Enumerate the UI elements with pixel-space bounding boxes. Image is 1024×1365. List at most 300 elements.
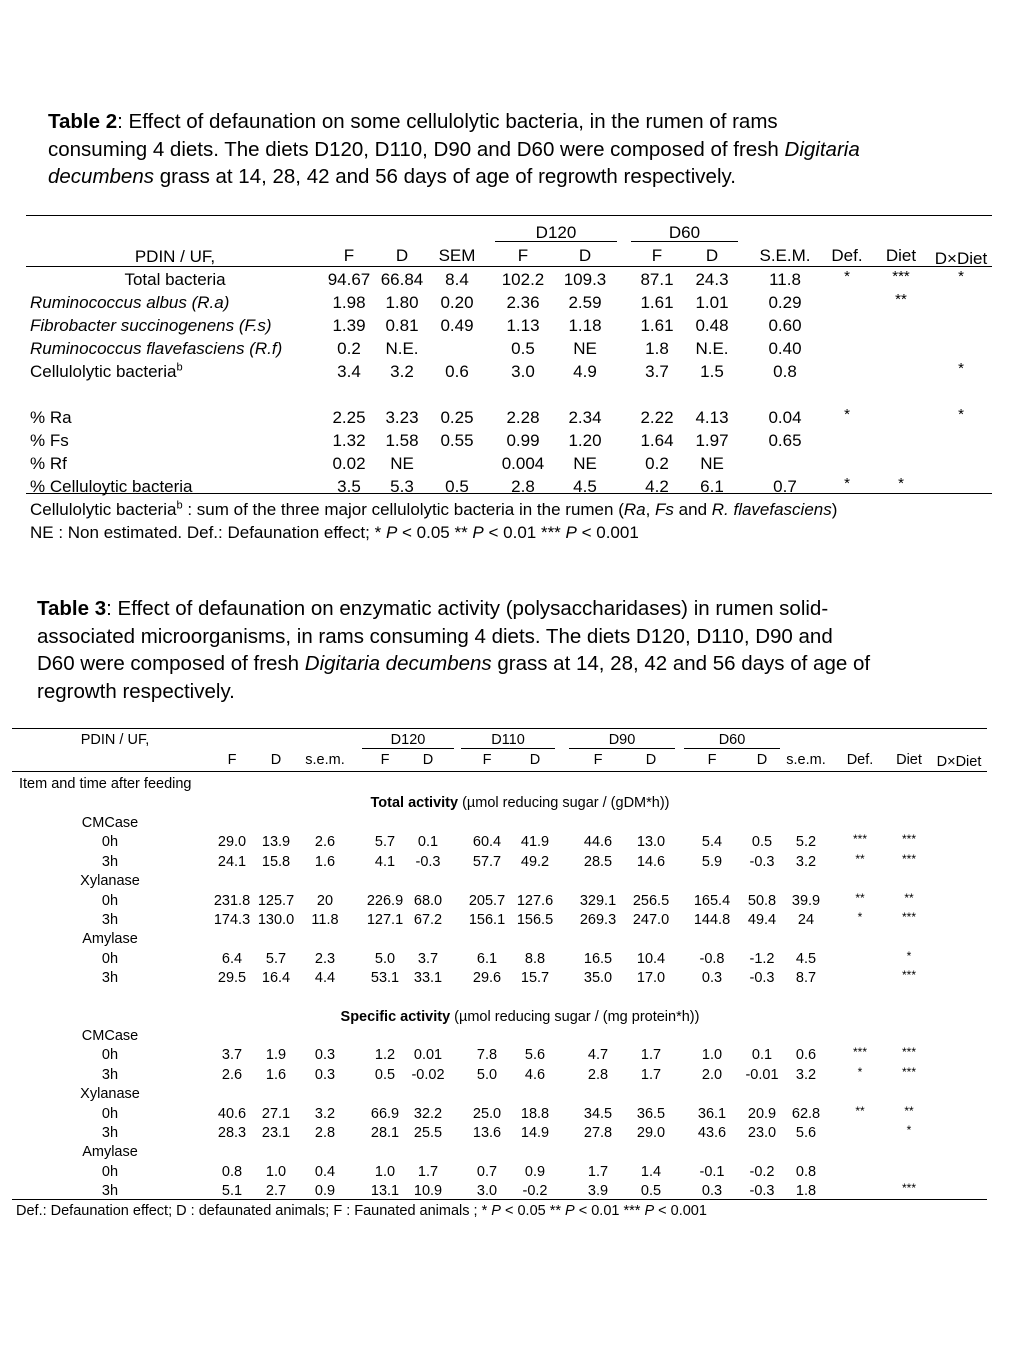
table3-group-header-d120: D120 <box>390 732 426 748</box>
table-cell: 2.36 <box>506 293 540 312</box>
table-cell: 36.5 <box>636 1105 666 1122</box>
table3-label: Table 3 <box>37 597 107 620</box>
table-cell: 23.1 <box>261 1125 291 1141</box>
table-cell: 3.2 <box>390 362 414 381</box>
table2-column-header: Diet <box>885 246 917 265</box>
table-cell: 0.25 <box>440 408 474 427</box>
table-cell: 1.61 <box>640 316 674 335</box>
table-cell: 0.3 <box>701 1183 723 1200</box>
table3-section-specific-title: Specific activity (µmol reducing sugar / (mg protein*h)) <box>340 1009 700 1025</box>
table2-column-header: F <box>517 246 529 265</box>
table-cell: 1.64 <box>640 431 674 450</box>
table-cell: 0.55 <box>440 431 474 450</box>
table-cell: 2.6 <box>221 1066 243 1083</box>
table2-caption-line1: : Effect of defaunation on some cellulolytic bacteria, in the rumen of rams <box>117 110 778 133</box>
table3-caption <box>37 595 997 705</box>
table-cell: 4.7 <box>587 1047 609 1064</box>
table-cell: 0.5 <box>751 834 773 851</box>
table-cell: 7.8 <box>476 1047 498 1064</box>
table-cell: 62.8 <box>791 1105 821 1122</box>
table-cell: 1.8 <box>795 1183 817 1200</box>
table2-label: Table 2 <box>48 110 118 133</box>
table-cell: NE <box>700 454 724 473</box>
table-cell: 2.8 <box>587 1066 609 1083</box>
table-cell: 29.0 <box>636 1125 666 1141</box>
table-cell: 27.1 <box>261 1105 291 1122</box>
table3-group-header-d90: D90 <box>608 732 636 748</box>
table3-column-header: D <box>645 752 657 768</box>
table-cell: 0.1 <box>417 834 439 851</box>
table3-column-header: D <box>270 752 282 768</box>
table-cell: 1.39 <box>332 316 366 335</box>
row-label <box>30 429 69 452</box>
table-cell: 174.3 <box>213 912 251 928</box>
table-cell: 6.4 <box>221 950 243 967</box>
table3-column-header: s.e.m. <box>305 752 345 768</box>
table-cell: 1.0 <box>374 1163 396 1180</box>
table-cell: 29.6 <box>472 970 502 987</box>
table-cell: 5.7 <box>374 834 396 851</box>
table-cell: 0.48 <box>695 316 729 335</box>
table-cell: 0.5 <box>445 477 469 496</box>
table-cell: 2.8 <box>314 1125 336 1141</box>
table3-column-header: s.e.m. <box>786 752 826 768</box>
table2-group-header-d60: D60 <box>668 223 701 242</box>
table-cell: 247.0 <box>632 912 670 928</box>
row-label <box>30 406 72 429</box>
table-cell: 127.1 <box>366 912 404 928</box>
table3-column-header: Diet <box>896 752 922 768</box>
table-cell: 2.3 <box>314 950 336 967</box>
table-cell: * <box>844 268 850 285</box>
table-cell: 13.9 <box>261 834 291 851</box>
table-cell: 1.97 <box>695 431 729 450</box>
table-cell: 0.004 <box>501 454 545 473</box>
table3-caption-line3: D60 were composed of fresh <box>37 652 305 675</box>
table-cell: 2.0 <box>701 1066 723 1083</box>
enzyme-label: Amylase <box>82 1144 138 1161</box>
table-cell: 5.0 <box>476 1066 498 1083</box>
table-cell: 1.32 <box>332 431 366 450</box>
table-cell: 14.9 <box>520 1125 550 1141</box>
table-cell: -0.3 <box>749 853 775 870</box>
table-cell: 5.6 <box>524 1047 546 1064</box>
table-cell: 0.60 <box>768 316 802 335</box>
table-cell: *** <box>892 268 910 285</box>
row-label-text: Ruminococcus flavefasciens (R.f) <box>30 339 283 358</box>
table3-caption-species: Digitaria decumbens <box>304 652 492 675</box>
table-cell: 1.7 <box>417 1163 439 1180</box>
table3-column-header: F <box>482 752 492 768</box>
time-label: 0h <box>101 1105 119 1122</box>
table-cell: 125.7 <box>257 892 295 909</box>
table-cell: 5.2 <box>795 834 817 851</box>
table3-column-header: F <box>380 752 390 768</box>
table-cell: 25.5 <box>413 1125 443 1141</box>
table-cell: 3.7 <box>645 362 669 381</box>
table-cell: 0.3 <box>314 1066 336 1083</box>
table-cell: 24 <box>797 912 815 928</box>
table-cell: 1.7 <box>587 1163 609 1180</box>
table-cell: 8.8 <box>524 950 546 967</box>
table-cell: 13.0 <box>636 834 666 851</box>
table-cell: 11.8 <box>769 270 801 289</box>
table-cell: 3.2 <box>795 1066 817 1083</box>
table-cell: ** <box>855 890 865 905</box>
table-cell: 4.13 <box>695 408 729 427</box>
table-cell: 17.0 <box>636 970 666 987</box>
row-label <box>30 452 67 475</box>
table-cell: 6.1 <box>700 477 724 496</box>
table-cell: 4.6 <box>524 1066 546 1083</box>
table-cell: -0.3 <box>415 853 441 870</box>
table-cell: 3.7 <box>417 950 439 967</box>
table3-column-header: D×Diet <box>936 754 982 770</box>
time-label: 0h <box>101 892 119 909</box>
table-cell: 34.5 <box>583 1105 613 1122</box>
row-label-text: Fibrobacter succinogenens (F.s) <box>30 316 272 335</box>
table-cell: 1.4 <box>640 1163 662 1180</box>
table-cell: 3.9 <box>587 1183 609 1200</box>
table-cell: 13.6 <box>472 1125 502 1141</box>
table-cell: 10.4 <box>636 950 666 967</box>
table-cell: 49.2 <box>520 853 550 870</box>
table-cell: 0.04 <box>768 408 802 427</box>
table-cell: * <box>844 475 850 492</box>
table-cell: 20.9 <box>747 1105 777 1122</box>
table-cell: 10.9 <box>413 1183 443 1200</box>
table-cell: 4.4 <box>314 970 336 987</box>
table-cell: 11.8 <box>311 912 339 928</box>
table-cell: 1.8 <box>645 339 669 358</box>
table-cell: 27.8 <box>583 1125 613 1141</box>
table-cell: N.E. <box>385 339 419 358</box>
table-cell: 8.7 <box>795 970 817 987</box>
table-cell: 0.6 <box>445 362 469 381</box>
table-cell: * <box>958 360 964 377</box>
table-cell: 1.6 <box>314 853 336 870</box>
row-label-text: % Fs <box>30 431 69 450</box>
table-cell: 3.2 <box>314 1105 336 1122</box>
table3-caption-line2: associated microorganisms, in rams consuming 4 diets. The diets D120, D110, D90 and <box>37 624 833 648</box>
table-cell: 156.5 <box>516 912 554 928</box>
time-label: 0h <box>101 834 119 851</box>
table2-footnote-2: NE : Non estimated. Def.: Defaunation effect; * P < 0.05 ** P < 0.01 *** P < 0.001 <box>30 523 639 542</box>
row-label <box>30 360 183 383</box>
enzyme-label: Amylase <box>82 931 138 948</box>
table-cell: 1.58 <box>385 431 419 450</box>
table-cell: NE <box>573 339 597 358</box>
table3-column-header: F <box>227 752 237 768</box>
table-cell: 2.34 <box>568 408 602 427</box>
table-cell: 50.8 <box>747 892 777 909</box>
table-cell: 1.13 <box>506 316 540 335</box>
table-cell: 2.6 <box>314 834 336 851</box>
table-cell: 0.65 <box>768 431 802 450</box>
table-cell: 15.8 <box>261 853 291 870</box>
table-cell: 53.1 <box>370 970 400 987</box>
table-cell: 130.0 <box>257 912 295 928</box>
table-cell: 0.7 <box>476 1163 498 1180</box>
table-cell: 1.80 <box>385 293 419 312</box>
table-cell: 0.7 <box>773 477 797 496</box>
row-label-text: Total bacteria <box>124 270 226 289</box>
table-cell: 205.7 <box>468 892 506 909</box>
table2-row-header: PDIN / UF, <box>134 247 216 266</box>
table-cell: *** <box>901 1181 916 1196</box>
table-cell: 1.0 <box>265 1163 287 1180</box>
table-cell: 32.2 <box>413 1105 443 1122</box>
table-cell: *** <box>901 968 916 983</box>
table-cell: 1.01 <box>695 293 729 312</box>
time-label: 0h <box>101 950 119 967</box>
table-cell: 1.7 <box>640 1047 662 1064</box>
table-cell: 0.3 <box>314 1047 336 1064</box>
table-cell: 68.0 <box>413 892 443 909</box>
table-cell: 2.8 <box>511 477 535 496</box>
table-cell: 29.5 <box>217 970 247 987</box>
table-cell: -0.2 <box>749 1163 775 1180</box>
time-label: 3h <box>101 853 119 870</box>
table3-item-label: Item and time after feeding <box>19 776 192 792</box>
table-cell: -0.3 <box>749 970 775 987</box>
table-cell: -0.3 <box>749 1183 775 1200</box>
table-cell: 0.29 <box>768 293 802 312</box>
table-cell: 16.4 <box>261 970 291 987</box>
table3-header-rule <box>12 771 987 772</box>
table-cell: 0.9 <box>524 1163 546 1180</box>
table3-column-header: D <box>529 752 541 768</box>
table-cell: 2.28 <box>506 408 540 427</box>
table-cell: * <box>958 406 964 423</box>
table-cell: 13.1 <box>370 1183 400 1200</box>
table-cell: 3.23 <box>385 408 419 427</box>
table-cell: -0.01 <box>745 1066 779 1083</box>
table-cell: N.E. <box>695 339 729 358</box>
table-cell: 1.9 <box>265 1047 287 1064</box>
table-cell: 5.9 <box>701 853 723 870</box>
table-cell: * <box>906 948 912 963</box>
time-label: 3h <box>101 912 119 928</box>
table3-footnote: Def.: Defaunation effect; D : defaunated animals; F : Faunated animals ; * P < 0.05 ** P < 0.01 *** P < 0.001 <box>16 1203 707 1219</box>
table3-column-header: F <box>707 752 717 768</box>
table-cell: 24.3 <box>695 270 729 289</box>
table-cell: 0.49 <box>440 316 474 335</box>
table-cell: 16.5 <box>583 950 613 967</box>
table-cell: 0.02 <box>332 454 366 473</box>
table-cell: 3.2 <box>795 853 817 870</box>
table-cell: 66.84 <box>380 270 424 289</box>
table2-top-rule <box>26 215 992 216</box>
table-cell: ** <box>904 890 914 905</box>
table-cell: 5.4 <box>701 834 723 851</box>
table-cell: 57.7 <box>472 853 502 870</box>
table-cell: -0.2 <box>522 1183 548 1200</box>
row-label <box>100 268 250 291</box>
table3-group-header-d60: D60 <box>718 732 746 748</box>
table-cell: 0.1 <box>751 1047 773 1064</box>
table-cell: * <box>898 475 904 492</box>
table2-caption <box>48 108 988 191</box>
table2-caption-line2: consuming 4 diets. The diets D120, D110, D90 and D60 were composed of fresh <box>48 137 785 161</box>
table-cell: 4.5 <box>573 477 597 496</box>
table-cell: 2.25 <box>332 408 366 427</box>
table-cell: ** <box>895 291 907 308</box>
table-cell: 0.81 <box>385 316 419 335</box>
table-cell: ** <box>855 1103 865 1118</box>
table-cell: 2.22 <box>640 408 674 427</box>
row-label <box>30 314 272 337</box>
time-label: 0h <box>101 1047 119 1064</box>
row-label <box>30 291 229 314</box>
table-cell: 39.9 <box>791 892 821 909</box>
table3-caption-line1: : Effect of defaunation on enzymatic activity (polysaccharidases) in rumen solid- <box>106 597 829 620</box>
enzyme-label: CMCase <box>81 815 139 831</box>
table-cell: 20 <box>316 892 334 909</box>
table-cell: 67.2 <box>413 912 443 928</box>
table-cell: 8.4 <box>445 270 469 289</box>
row-label-text: Cellulolytic bacteria <box>30 362 177 381</box>
table-cell: 1.61 <box>640 293 674 312</box>
table2-column-header: S.E.M. <box>759 246 811 265</box>
row-label-text: % Ra <box>30 408 72 427</box>
table-cell: -0.8 <box>699 950 725 967</box>
table2-caption-species-b: decumbens <box>48 165 154 188</box>
table-cell: 18.8 <box>520 1105 550 1122</box>
table-cell: 1.5 <box>700 362 724 381</box>
table-cell: 127.6 <box>516 892 554 909</box>
table-cell: 2.59 <box>568 293 602 312</box>
table-cell: ** <box>904 1103 914 1118</box>
table-cell: 3.5 <box>337 477 361 496</box>
table-cell: 0.8 <box>773 362 797 381</box>
table2-caption-species-a: Digitaria <box>784 137 860 161</box>
table-cell: 44.6 <box>583 834 613 851</box>
table-cell: 1.20 <box>568 431 602 450</box>
table-cell: 94.67 <box>327 270 371 289</box>
table-cell: 165.4 <box>693 892 731 909</box>
table-cell: 231.8 <box>213 892 251 909</box>
row-label-text: Ruminococcus albus (R.a) <box>30 293 230 312</box>
table-cell: 0.9 <box>314 1183 336 1200</box>
table-cell: 3.0 <box>511 362 535 381</box>
table-cell: 329.1 <box>579 892 617 909</box>
table-cell: 226.9 <box>366 892 404 909</box>
table3-caption-line4: grass at 14, 28, 42 and 56 days of age of <box>497 652 871 675</box>
table3-column-header: Def. <box>846 752 874 768</box>
row-label <box>30 475 193 498</box>
table-cell: 1.0 <box>701 1047 723 1064</box>
row-label-text: % Celluloytic bacteria <box>30 477 193 496</box>
table-cell: 0.01 <box>413 1047 443 1064</box>
table-cell: 36.1 <box>697 1105 727 1122</box>
table3-section-total-title: Total activity (µmol reducing sugar / (gDM*h)) <box>370 795 670 811</box>
row-label <box>30 337 282 360</box>
row-label-sup: b <box>176 361 183 374</box>
table2-column-header: D×Diet <box>934 249 988 268</box>
table-cell: 5.6 <box>795 1125 817 1141</box>
table-cell: 1.18 <box>568 316 602 335</box>
table-cell: 102.2 <box>501 270 545 289</box>
table-cell: * <box>906 1123 912 1137</box>
table-cell: * <box>844 406 850 423</box>
table-cell: 0.8 <box>795 1163 817 1180</box>
table-cell: NE <box>573 454 597 473</box>
table-cell: NE <box>390 454 414 473</box>
table-cell: 5.1 <box>221 1183 243 1200</box>
table2-column-header: F <box>651 246 663 265</box>
table3-column-header: D <box>422 752 434 768</box>
table-cell: 0.40 <box>768 339 802 358</box>
table-cell: 29.0 <box>217 834 247 851</box>
table-cell: *** <box>901 832 916 847</box>
table-cell: 40.6 <box>217 1105 247 1122</box>
enzyme-label: Xylanase <box>80 873 140 890</box>
table-cell: 0.8 <box>221 1163 243 1180</box>
time-label: 3h <box>101 970 119 987</box>
table-cell: 3.0 <box>476 1183 498 1200</box>
enzyme-label: CMCase <box>81 1028 139 1044</box>
table-cell: *** <box>901 851 916 866</box>
table-cell: 28.3 <box>217 1125 247 1141</box>
table-cell: 0.5 <box>374 1066 396 1083</box>
table2-footnote-1: Cellulolytic bacteria$^b$ : sum of the three major cellulolytic bacteria in the rumen (Ra, Fs and R. flavefasciens) <box>30 499 838 519</box>
table-cell: 269.3 <box>579 912 617 928</box>
table-cell: 144.8 <box>693 912 731 928</box>
table2-column-header: Def. <box>831 246 863 265</box>
table-cell: 60.4 <box>472 834 502 851</box>
table-cell: *** <box>901 1045 916 1060</box>
table3-caption-line5: regrowth respectively. <box>37 679 235 703</box>
table-cell: 0.2 <box>337 339 361 358</box>
table-cell: 4.5 <box>795 950 817 967</box>
table-cell: 156.1 <box>468 912 506 928</box>
time-label: 3h <box>101 1125 119 1141</box>
table-cell: * <box>857 910 863 924</box>
table-cell: 256.5 <box>632 892 670 909</box>
table-cell: 14.6 <box>636 853 666 870</box>
table3-row-header: PDIN / UF, <box>80 732 150 748</box>
table-cell: 4.2 <box>645 477 669 496</box>
table-cell: *** <box>901 910 916 924</box>
table-cell: 5.3 <box>390 477 414 496</box>
table-cell: 35.0 <box>583 970 613 987</box>
table3-group-header-d110: D110 <box>491 732 525 748</box>
table2-column-header: D <box>395 246 409 265</box>
enzyme-label: Xylanase <box>80 1086 140 1103</box>
table-cell: -0.02 <box>411 1066 445 1083</box>
table-cell: ** <box>855 851 865 866</box>
table-cell: 15.7 <box>520 970 550 987</box>
table-cell: 25.0 <box>472 1105 502 1122</box>
table-cell: *** <box>901 1064 916 1079</box>
table-cell: 0.6 <box>795 1047 817 1064</box>
table-cell: 87.1 <box>640 270 674 289</box>
table-cell: -0.1 <box>699 1163 725 1180</box>
table-cell: 0.3 <box>701 970 723 987</box>
table-cell: 2.7 <box>265 1183 287 1200</box>
time-label: 3h <box>101 1183 119 1200</box>
table2-column-header: F <box>343 246 355 265</box>
table2-caption-line3: grass at 14, 28, 42 and 56 days of age of regrowth respectively. <box>159 165 736 188</box>
table-cell: 23.0 <box>747 1125 777 1141</box>
table-cell: 0.5 <box>511 339 535 358</box>
table-cell: 41.9 <box>520 834 550 851</box>
table-cell: 28.1 <box>370 1125 400 1141</box>
table-cell: 0.99 <box>506 431 540 450</box>
table-cell: 49.4 <box>747 912 777 928</box>
table-cell: 0.2 <box>645 454 669 473</box>
